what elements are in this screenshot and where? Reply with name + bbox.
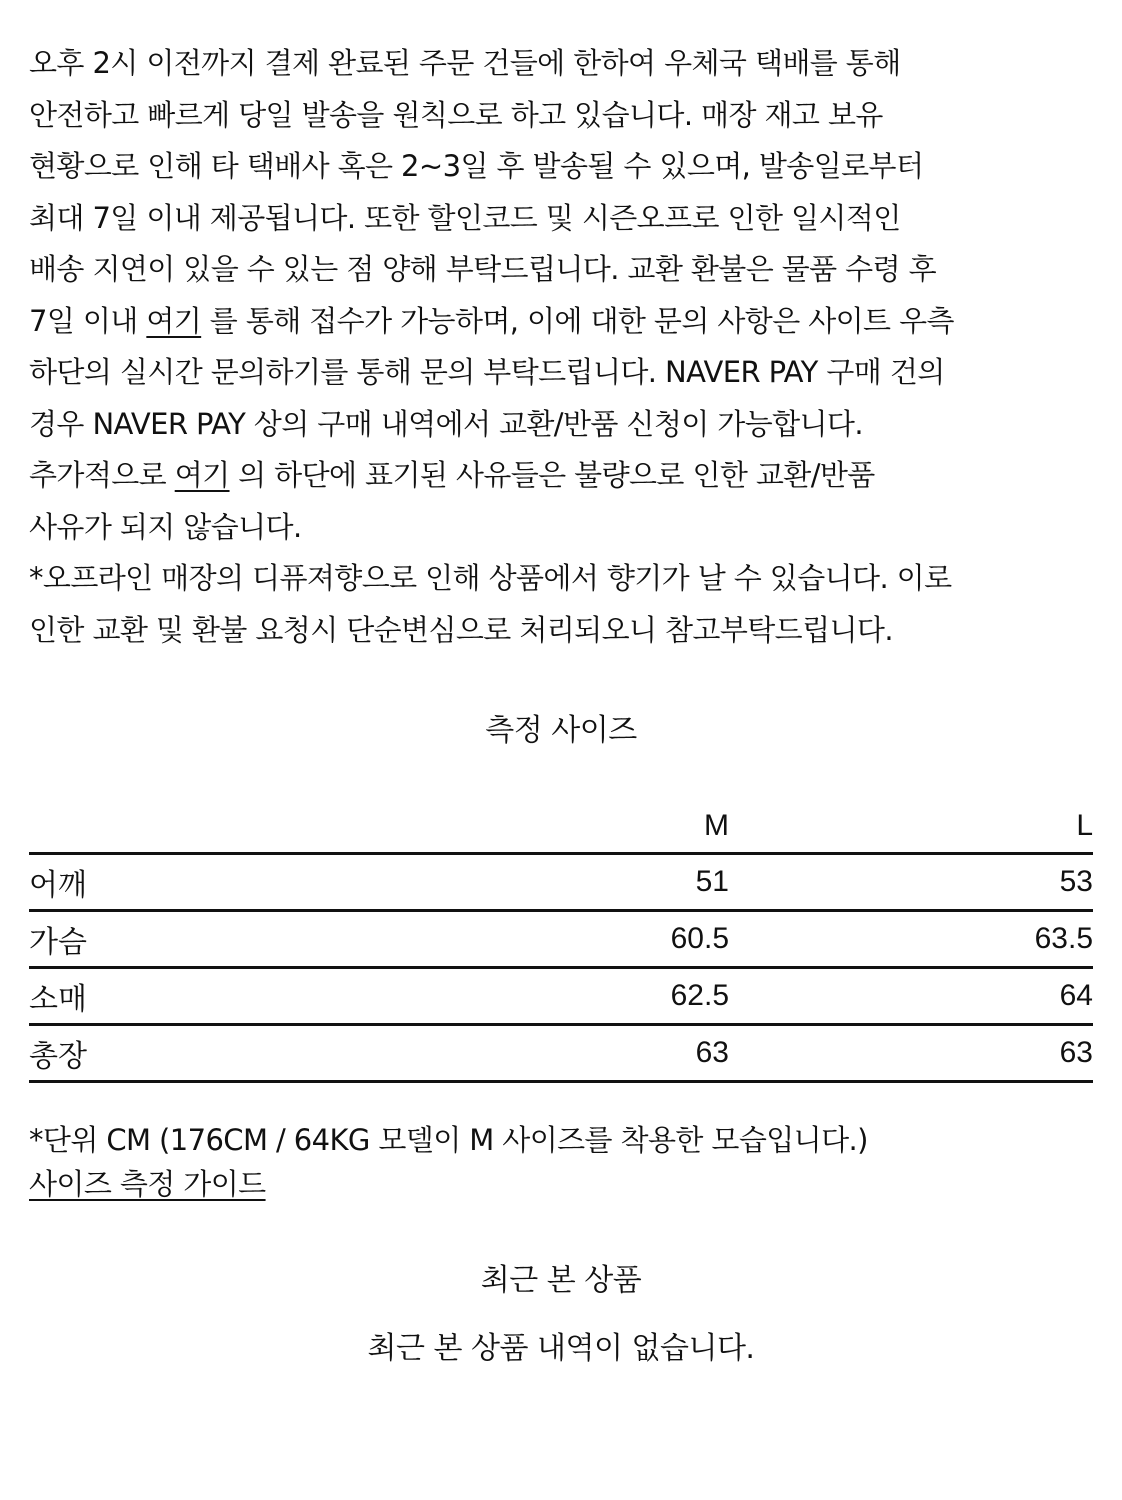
notice-line: 배송 지연이 있을 수 있는 점 양해 부탁드립니다. 교환 환불은 물품 수령 후 xyxy=(29,252,937,286)
notice-line: 오후 2시 이전까지 결제 완료된 주문 건들에 한하여 우체국 택배를 통해 xyxy=(29,46,901,80)
exchange-request-link[interactable]: 여기 xyxy=(146,303,202,338)
notice-line: *오프라인 매장의 디퓨져향으로 인해 상품에서 향기가 날 수 있습니다. 이로 xyxy=(29,561,952,595)
shipping-notice xyxy=(29,38,1099,656)
size-value-l: 64 xyxy=(729,968,1093,1025)
table-row xyxy=(29,854,1093,911)
row-label: 가슴 xyxy=(29,911,329,968)
size-guide-link[interactable]: 사이즈 측정 가이드 xyxy=(29,1167,266,1201)
size-value-m: 63 xyxy=(329,1025,729,1082)
size-table xyxy=(29,800,1093,1083)
row-label: 어깨 xyxy=(29,854,329,911)
notice-line: 하단의 실시간 문의하기를 통해 문의 부탁드립니다. NAVER PAY 구매 건의 xyxy=(29,355,945,389)
size-value-l: 63.5 xyxy=(729,911,1093,968)
recent-products-empty-message: 최근 본 상품 내역이 없습니다. xyxy=(367,1331,755,1366)
header-blank xyxy=(29,800,329,854)
notice-text: 의 하단에 표기된 사유들은 불량으로 인한 교환/반품 xyxy=(229,458,875,492)
size-value-l: 63 xyxy=(729,1025,1093,1082)
notice-line: 최대 7일 이내 제공됩니다. 또한 할인코드 및 시즌오프로 인한 일시적인 xyxy=(29,200,901,235)
row-label: 총장 xyxy=(29,1025,329,1082)
column-header-l: L xyxy=(729,800,1093,854)
notice-text: 추가적으로 xyxy=(29,458,175,492)
size-section-title: 측정 사이즈 xyxy=(485,713,637,748)
notice-text: 7일 이내 xyxy=(29,303,147,338)
notice-line: 안전하고 빠르게 당일 발송을 원칙으로 하고 있습니다. 매장 재고 보유 xyxy=(29,97,883,132)
notice-text: 를 통해 접수가 가능하며, 이에 대한 문의 사항은 사이트 우측 xyxy=(201,303,954,338)
size-table-header xyxy=(29,800,1093,854)
notice-line: 사유가 되지 않습니다. xyxy=(29,509,302,544)
size-value-m: 60.5 xyxy=(329,911,729,968)
exchange-policy-link[interactable]: 여기 xyxy=(174,458,230,492)
column-header-m: M xyxy=(329,800,729,854)
table-row xyxy=(29,911,1093,968)
unit-note: *단위 CM (176CM / 64KG 모델이 M 사이즈를 착용한 모습입니다.) xyxy=(29,1123,868,1157)
notice-line: 인한 교환 및 환불 요청시 단순변심으로 처리되오니 참고부탁드립니다. xyxy=(29,612,893,647)
size-value-m: 51 xyxy=(329,854,729,911)
size-value-m: 62.5 xyxy=(329,968,729,1025)
notice-line xyxy=(29,450,1099,502)
notice-line: 현황으로 인해 타 택배사 혹은 2~3일 후 발송될 수 있으며, 발송일로부터 xyxy=(29,149,924,183)
notice-line: 경우 NAVER PAY 상의 구매 내역에서 교환/반품 신청이 가능합니다. xyxy=(29,406,863,441)
row-label: 소매 xyxy=(29,968,329,1025)
notice-line xyxy=(29,296,1099,348)
size-value-l: 53 xyxy=(729,854,1093,911)
table-row xyxy=(29,1025,1093,1082)
table-row xyxy=(29,968,1093,1025)
recent-products-title: 최근 본 상품 xyxy=(480,1263,642,1298)
